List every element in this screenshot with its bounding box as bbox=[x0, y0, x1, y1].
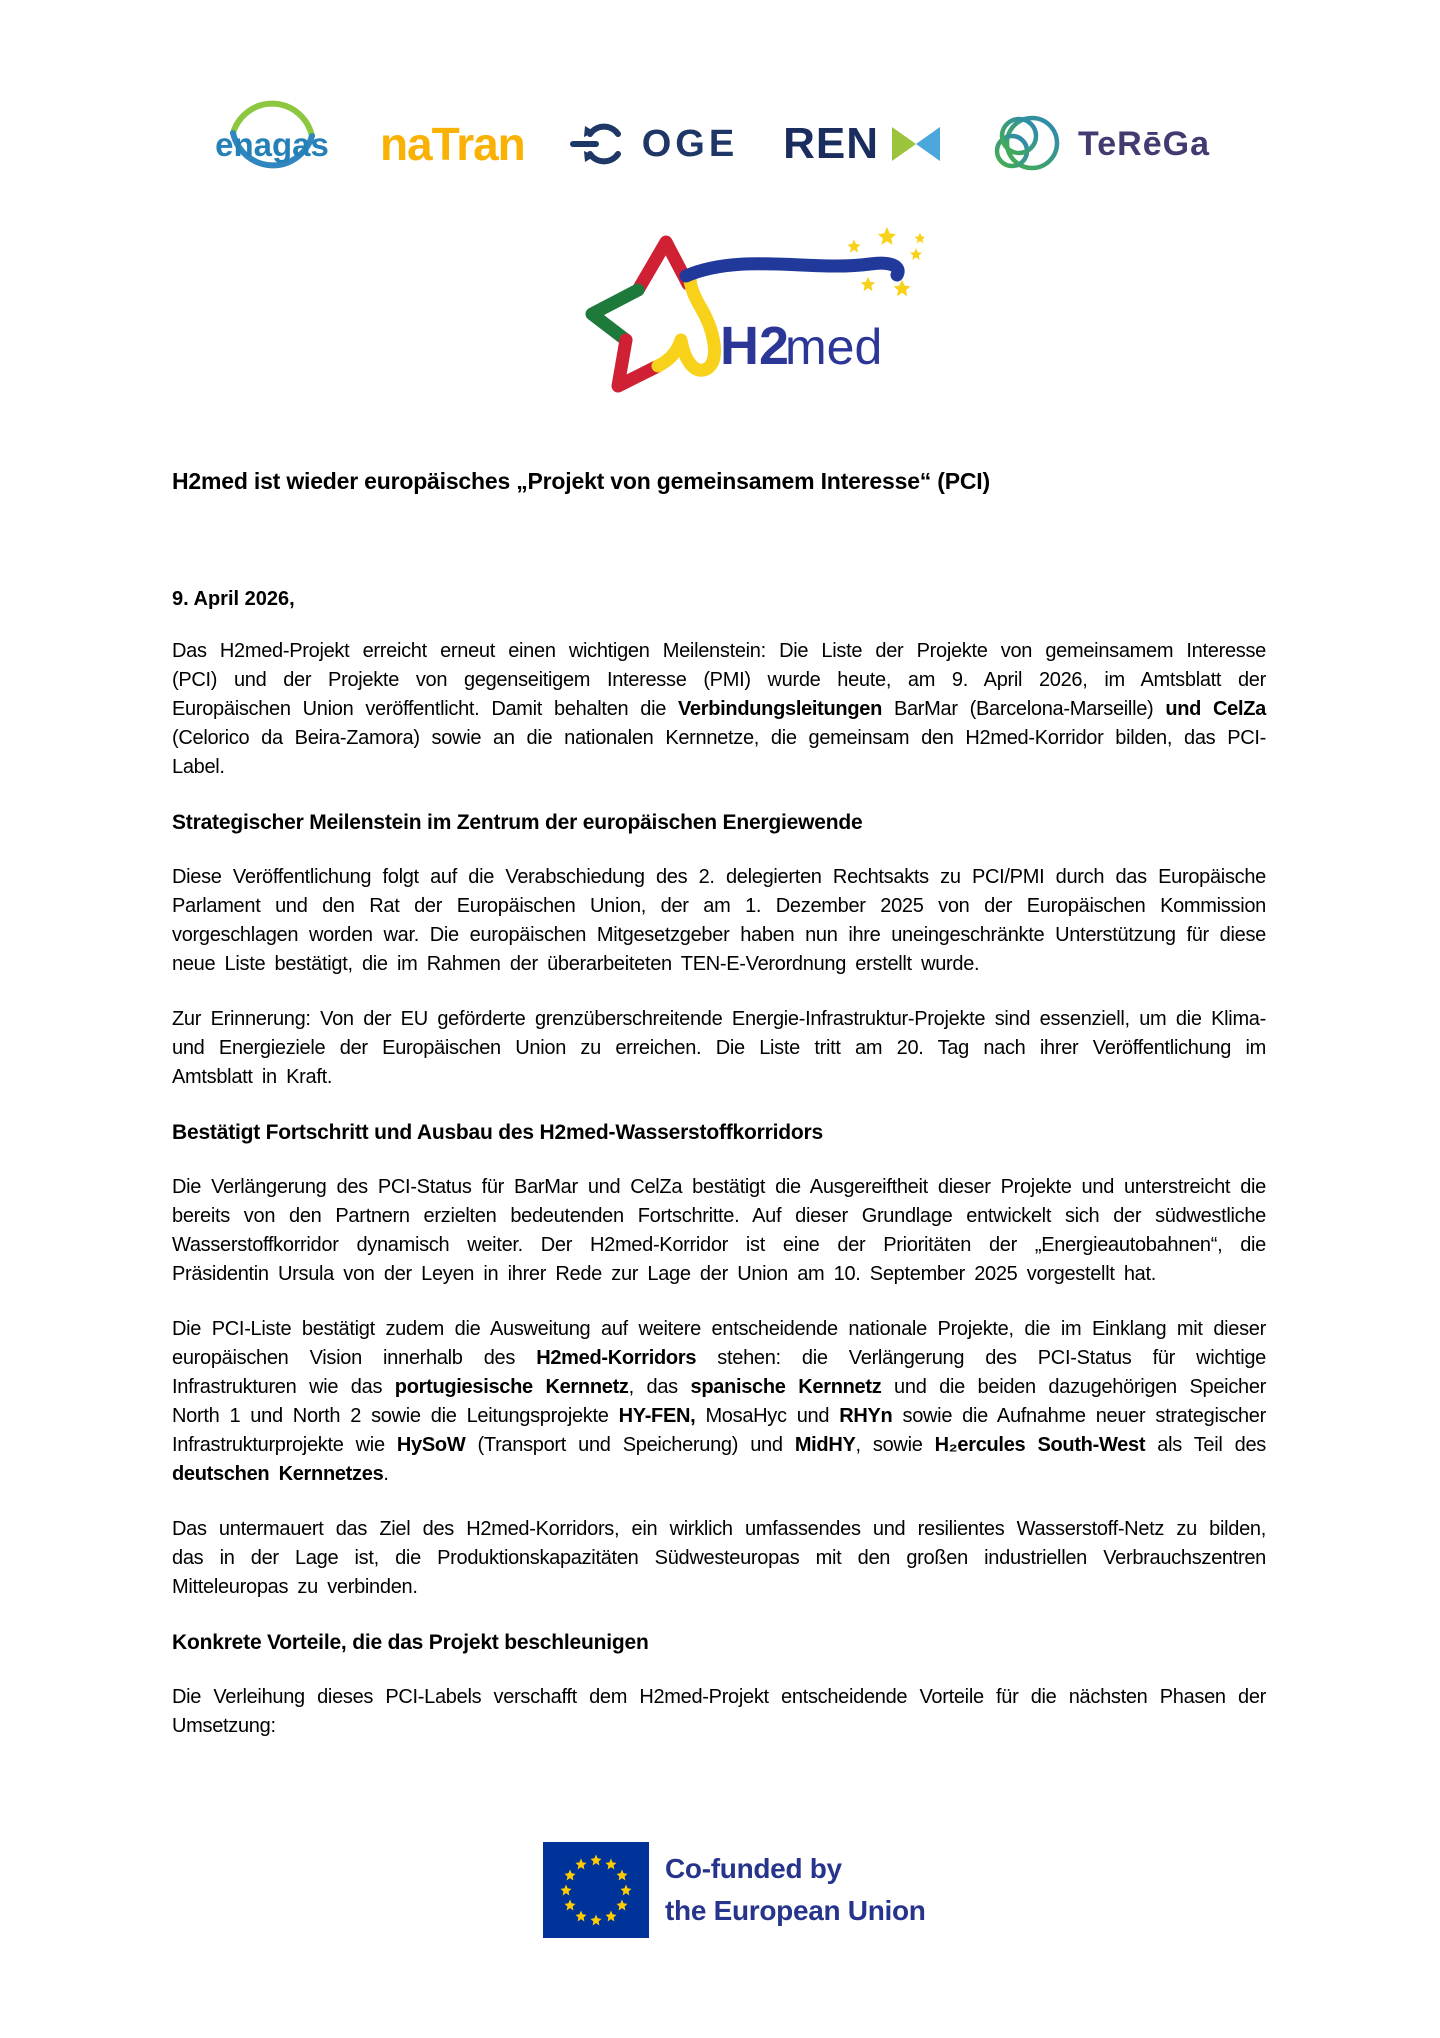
h2med-wordmark-med: med bbox=[785, 319, 883, 375]
h2med-logo bbox=[572, 226, 924, 399]
eu-funding-line2: the European Union bbox=[665, 1895, 926, 1926]
paragraph: Die Verleihung dieses PCI-Labels verschafft dem H2med-Projekt entscheidende Vorteile für die nächsten Phasen der Umsetzung: bbox=[172, 1686, 1266, 1737]
paragraph: Die PCI-Liste bestätigt zudem die Ausweitung auf weitere entscheidende nationale Projekte, die im Einklang mit dieser europäischen Vision innerhalb des H2med-Korridors stehen: die Verlängerung des PCI-Status für wichtige Infrastrukturen wie das portugiesische Kernnetz, das spanische Kernnetz und die beiden dazugehörigen Speicher North 1 und North 2 sowie die Leitungsprojekte HY-FEN, MosaHyc und RHYn sowie die Aufnahme neuer strategischer Infrastrukturprojekte wie HySoW (Transport und Speicherung) und MidHY, sowie H₂ercules South-West als Teil des deutschen Kernnetzes. bbox=[172, 1318, 1267, 1485]
terega-globe-icon bbox=[988, 112, 1068, 176]
partner-logos bbox=[210, 92, 1210, 196]
paragraph: Diese Veröffentlichung folgt auf die Verabschiedung des 2. delegierten Rechtsakts zu PCI/PMI durch das Europäische Parlament und den Rat der Europäischen Union, der am 1. Dezember 2025 von der Europäischen Kommission vorgeschlagen worden war. Die europäischen Mitgesetzgeber haben nun ihre uneingeschränkte Unterstützung für diese neue Liste bestätigt, die im Rahmen der überarbeiteten TEN-E-Verordnung erstellt wurde. bbox=[172, 866, 1266, 975]
section-heading: Strategischer Meilenstein im Zentrum der europäischen Energiewende bbox=[172, 811, 863, 834]
ren-bowtie-icon bbox=[889, 125, 943, 163]
ren-wordmark: REN bbox=[783, 119, 880, 168]
date-line: 9. April 2026, bbox=[172, 588, 295, 610]
section-heading: Bestätigt Fortschritt und Ausbau des H2med-Wasserstoffkorridors bbox=[172, 1121, 823, 1144]
enagas-logo bbox=[210, 95, 335, 193]
section-heading: Konkrete Vorteile, die das Projekt beschleunigen bbox=[172, 1631, 649, 1654]
paragraph: Das untermauert das Ziel des H2med-Korridors, ein wirklich umfassendes und resilientes Wasserstoff-Netz zu bilden, das in der Lage ist, die Produktionskapazitäten Südwesteuropas mit den großen industriellen Verbrauchszentren Mitteleuropas zu verbinden. bbox=[172, 1518, 1266, 1598]
eu-funding-line1: Co-funded by bbox=[665, 1853, 842, 1884]
oge-circular-arrows-icon bbox=[570, 117, 632, 171]
document-paragraphs bbox=[172, 637, 1266, 1741]
document-body bbox=[172, 466, 1266, 1741]
ren-logo bbox=[783, 119, 943, 169]
enagas-wordmark: enagas bbox=[215, 126, 329, 163]
enagas-ellipse-icon bbox=[210, 95, 335, 193]
h2med-wordmark-h2: H2 bbox=[720, 316, 790, 376]
natran-logo bbox=[380, 117, 525, 171]
natran-wordmark: naTran bbox=[379, 118, 525, 170]
eu-funding-block bbox=[543, 1842, 926, 1938]
terega-logo bbox=[988, 112, 1210, 176]
paragraph: Das H2med-Projekt erreicht erneut einen wichtigen Meilenstein: Die Liste der Projekte von gemeinsamem Interesse (PCI) und der Projekte von gegenseitigem Interesse (PMI) wurde heute, am 9. April 2026, im Amtsblatt der Europäischen Union veröffentlicht. Damit behalten die Verbindungsleitungen BarMar (Barcelona-Marseille) und CelZa (Celorico da Beira-Zamora) sowie an die nationalen Kernnetze, die gemeinsam den H2med-Korridor bilden, das PCI-Label. bbox=[172, 640, 1266, 778]
eu-funding-text bbox=[665, 1848, 926, 1932]
terega-wordmark: TeRēGa bbox=[1078, 124, 1210, 163]
paragraph: Die Verlängerung des PCI-Status für BarMar und CelZa bestätigt die Ausgereiftheit dieser Projekte und unterstreicht die bereits von den Partnern erzielten bedeutenden Fortschritte. Auf dieser Grundlage entwickelt sich der südwestliche Wasserstoffkorridor dynamisch weiter. Der H2med-Korridor ist eine der Prioritäten der „Energieautobahnen“, die Präsidentin Ursula von der Leyen in ihrer Rede zur Lage der Union am 10. September 2025 vorgestellt hat. bbox=[172, 1176, 1266, 1285]
oge-wordmark: OGE bbox=[641, 122, 739, 165]
eu-flag-icon bbox=[543, 1842, 649, 1938]
oge-logo bbox=[570, 117, 738, 171]
document-title: H2med ist wieder europäisches „Projekt von gemeinsamem Interesse“ (PCI) bbox=[172, 468, 990, 494]
h2med-star-icon bbox=[572, 226, 924, 394]
paragraph: Zur Erinnerung: Von der EU geförderte grenzüberschreitende Energie-Infrastruktur-Projekte sind essenziell, um die Klima- und Energieziele der Europäischen Union zu erreichen. Die Liste tritt am 20. Tag nach ihrer Veröffentlichung im Amtsblatt in Kraft. bbox=[172, 1008, 1266, 1088]
